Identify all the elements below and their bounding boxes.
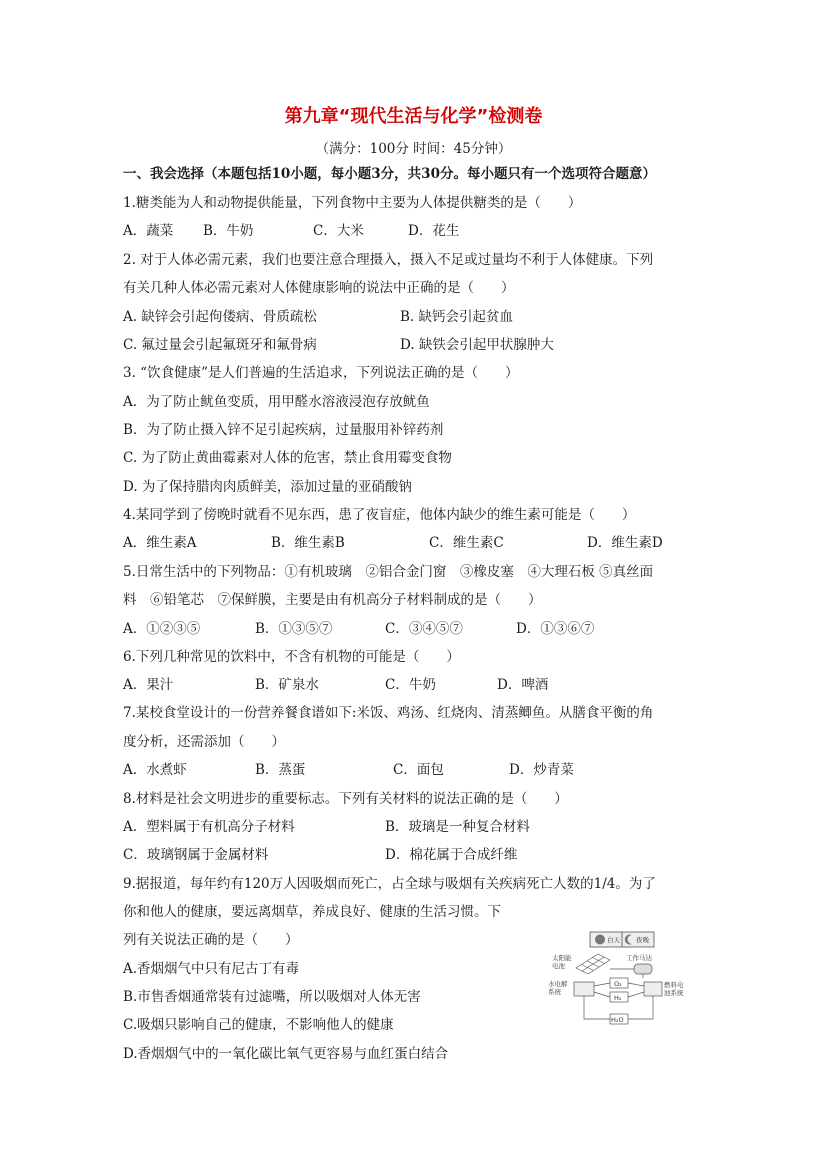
q2-stem-line1: 2. 对于人体必需元素，我们也要注意合理摄入，摄入不足或过量均不利于人体健康。下列 [123,252,654,268]
night-label: 夜晚 [636,936,649,944]
q2-options-row1 [123,307,723,327]
section-heading: 一、我会选择（本题包括10小题，每小题3分，共30分。每小题只有一个选项符合题意） [123,166,656,182]
day-label: 白天 [607,936,620,944]
q7-options [123,760,723,780]
q6-options [123,675,723,695]
q9-stem-line1: 9.据报道，每年约有120万人因吸烟而死亡，占全球与吸烟有关疾病死亡人数的1/4。为了 [123,876,656,892]
q5-option-a: A．①②③⑤ [123,621,201,637]
q5-stem-line2: 料 ⑥铅笔芯 ⑦保鲜膜，主要是由有机高分子材料制成的是（ ） [123,592,542,608]
sun-icon [595,935,605,945]
q7-option-c: C．面包 [393,762,444,778]
q8-option-a: A．塑料属于有机高分子材料 [123,819,295,835]
q9-option-c: C.吸烟只影响自己的健康，不影响他人的健康 [123,1017,394,1033]
q8-stem: 8.材料是社会文明进步的重要标志。下列有关材料的说法正确的是（ ） [123,791,568,807]
q2-option-b: B. 缺钙会引起贫血 [400,309,514,325]
q4-stem: 4.某同学到了傍晚时就看不见东西，患了夜盲症，他体内缺少的维生素可能是（ ） [123,507,636,523]
q8-options-row1 [123,817,723,837]
electrolysis-box [574,982,594,996]
q2-option-a: A. 缺锌会引起佝偻病、骨质疏松 [123,309,317,325]
q9-option-d: D.香烟烟气中的一氧化碳比氧气更容易与血红蛋白结合 [123,1046,449,1062]
fuelcell-label: 燃料电 [664,981,684,989]
q1-option-a: A．蔬菜 [123,223,174,239]
fuelcell-label-2: 池系统 [664,989,684,997]
q6-stem: 6.下列几种常见的饮料中，不含有机物的可能是（ ） [123,649,460,665]
q2-stem-line2: 有关几种人体必需元素对人体健康影响的说法中正确的是（ ） [123,280,515,296]
q5-option-d: D．①③⑥⑦ [516,621,595,637]
q9-option-b: B.市售香烟通常装有过滤嘴，所以吸烟对人体无害 [123,989,421,1005]
q8-option-b: B．玻璃是一种复合材料 [385,819,530,835]
q4-option-a: A．维生素A [123,535,197,551]
q3-option-d: D. 为了保持腊肉肉质鲜美，添加过量的亚硝酸钠 [123,479,412,495]
q2-option-d: D. 缺铁会引起甲状腺肿大 [400,337,554,353]
solar-label: 太阳能 [552,954,572,962]
exam-meta: （满分：100分 时间：45分钟） [315,141,512,157]
q4-option-d: D．维生素D [587,535,663,551]
q5-option-c: C．③④⑤⑦ [385,621,463,637]
q1-option-b: B．牛奶 [203,223,254,239]
page-title: 第九章“现代生活与化学”检测卷 [284,106,543,127]
h2-label: H₂ [614,994,622,1002]
q7-option-d: D．炒青菜 [509,762,574,778]
solar-label-2: 电池 [552,962,565,970]
q5-option-b: B．①③⑤⑦ [255,621,333,637]
q2-option-c: C. 氟过量会引起氟斑牙和氟骨病 [123,337,317,353]
q3-option-a: A．为了防止鱿鱼变质，用甲醛水溶液浸泡存放鱿鱼 [123,394,430,410]
q3-stem: 3. “饮食健康”是人们普遍的生活追求，下列说法正确的是（ ） [123,365,519,381]
q6-option-b: B．矿泉水 [255,677,319,693]
solar-panel-icon [576,954,610,974]
electrolysis-label: 水电解 [548,980,568,988]
q4-options [123,533,723,553]
q6-option-c: C．牛奶 [385,677,436,693]
q9-stem-line3: 列有关说法正确的是（ ） [123,932,299,948]
q1-option-d: D．花生 [408,223,460,239]
q6-option-a: A．果汁 [123,677,174,693]
q3-option-c: C. 为了防止黄曲霉素对人体的危害，禁止食用霉变食物 [123,450,452,466]
q9-option-a: A.香烟烟气中只有尼古丁有毒 [123,961,300,977]
q5-options [123,619,723,639]
motor-icon [634,964,652,974]
q8-options-row2 [123,845,723,865]
q8-option-d: D．棉花属于合成纤维 [385,847,518,863]
q5-stem-line1: 5.日常生活中的下列物品：①有机玻璃 ②铝合金门窗 ③橡皮塞 ④大理石板 ⑤真丝面 [123,564,654,580]
q8-option-c: C．玻璃钢属于金属材料 [123,847,269,863]
q1-options [123,221,723,241]
q7-option-b: B．蒸蛋 [255,762,306,778]
o2-label: O₂ [614,980,622,988]
q7-stem-line2: 度分析，还需添加（ ） [123,734,285,750]
q7-option-a: A．水煮虾 [123,762,187,778]
q3-option-b: B．为了防止摄入锌不足引起疾病，过量服用补锌药剂 [123,422,444,438]
q6-option-d: D．啤酒 [497,677,549,693]
fuel-cell-box [644,982,662,996]
q7-stem-line1: 7.某校食堂设计的一份营养餐食谱如下:米饭、鸡汤、红烧肉、清蒸鲫鱼。从膳食平衡的角 [123,705,654,721]
q9-stem-line2: 你和他人的健康，要远离烟草，养成良好、健康的生活习惯。下 [123,904,501,920]
q4-option-b: B．维生素B [271,535,345,551]
motor-label: 工作马达 [626,954,652,962]
q2-options-row2 [123,335,723,355]
q1-stem: 1.糖类能为人和动物提供能量，下列食物中主要为人体提供糖类的是（ ） [123,195,582,211]
water-label: H₂O [611,1016,624,1024]
q4-option-c: C．维生素C [429,535,504,551]
electrolysis-label-2: 系统 [548,988,561,996]
energy-system-diagram [548,930,696,1048]
q1-option-c: C．大米 [313,223,364,239]
